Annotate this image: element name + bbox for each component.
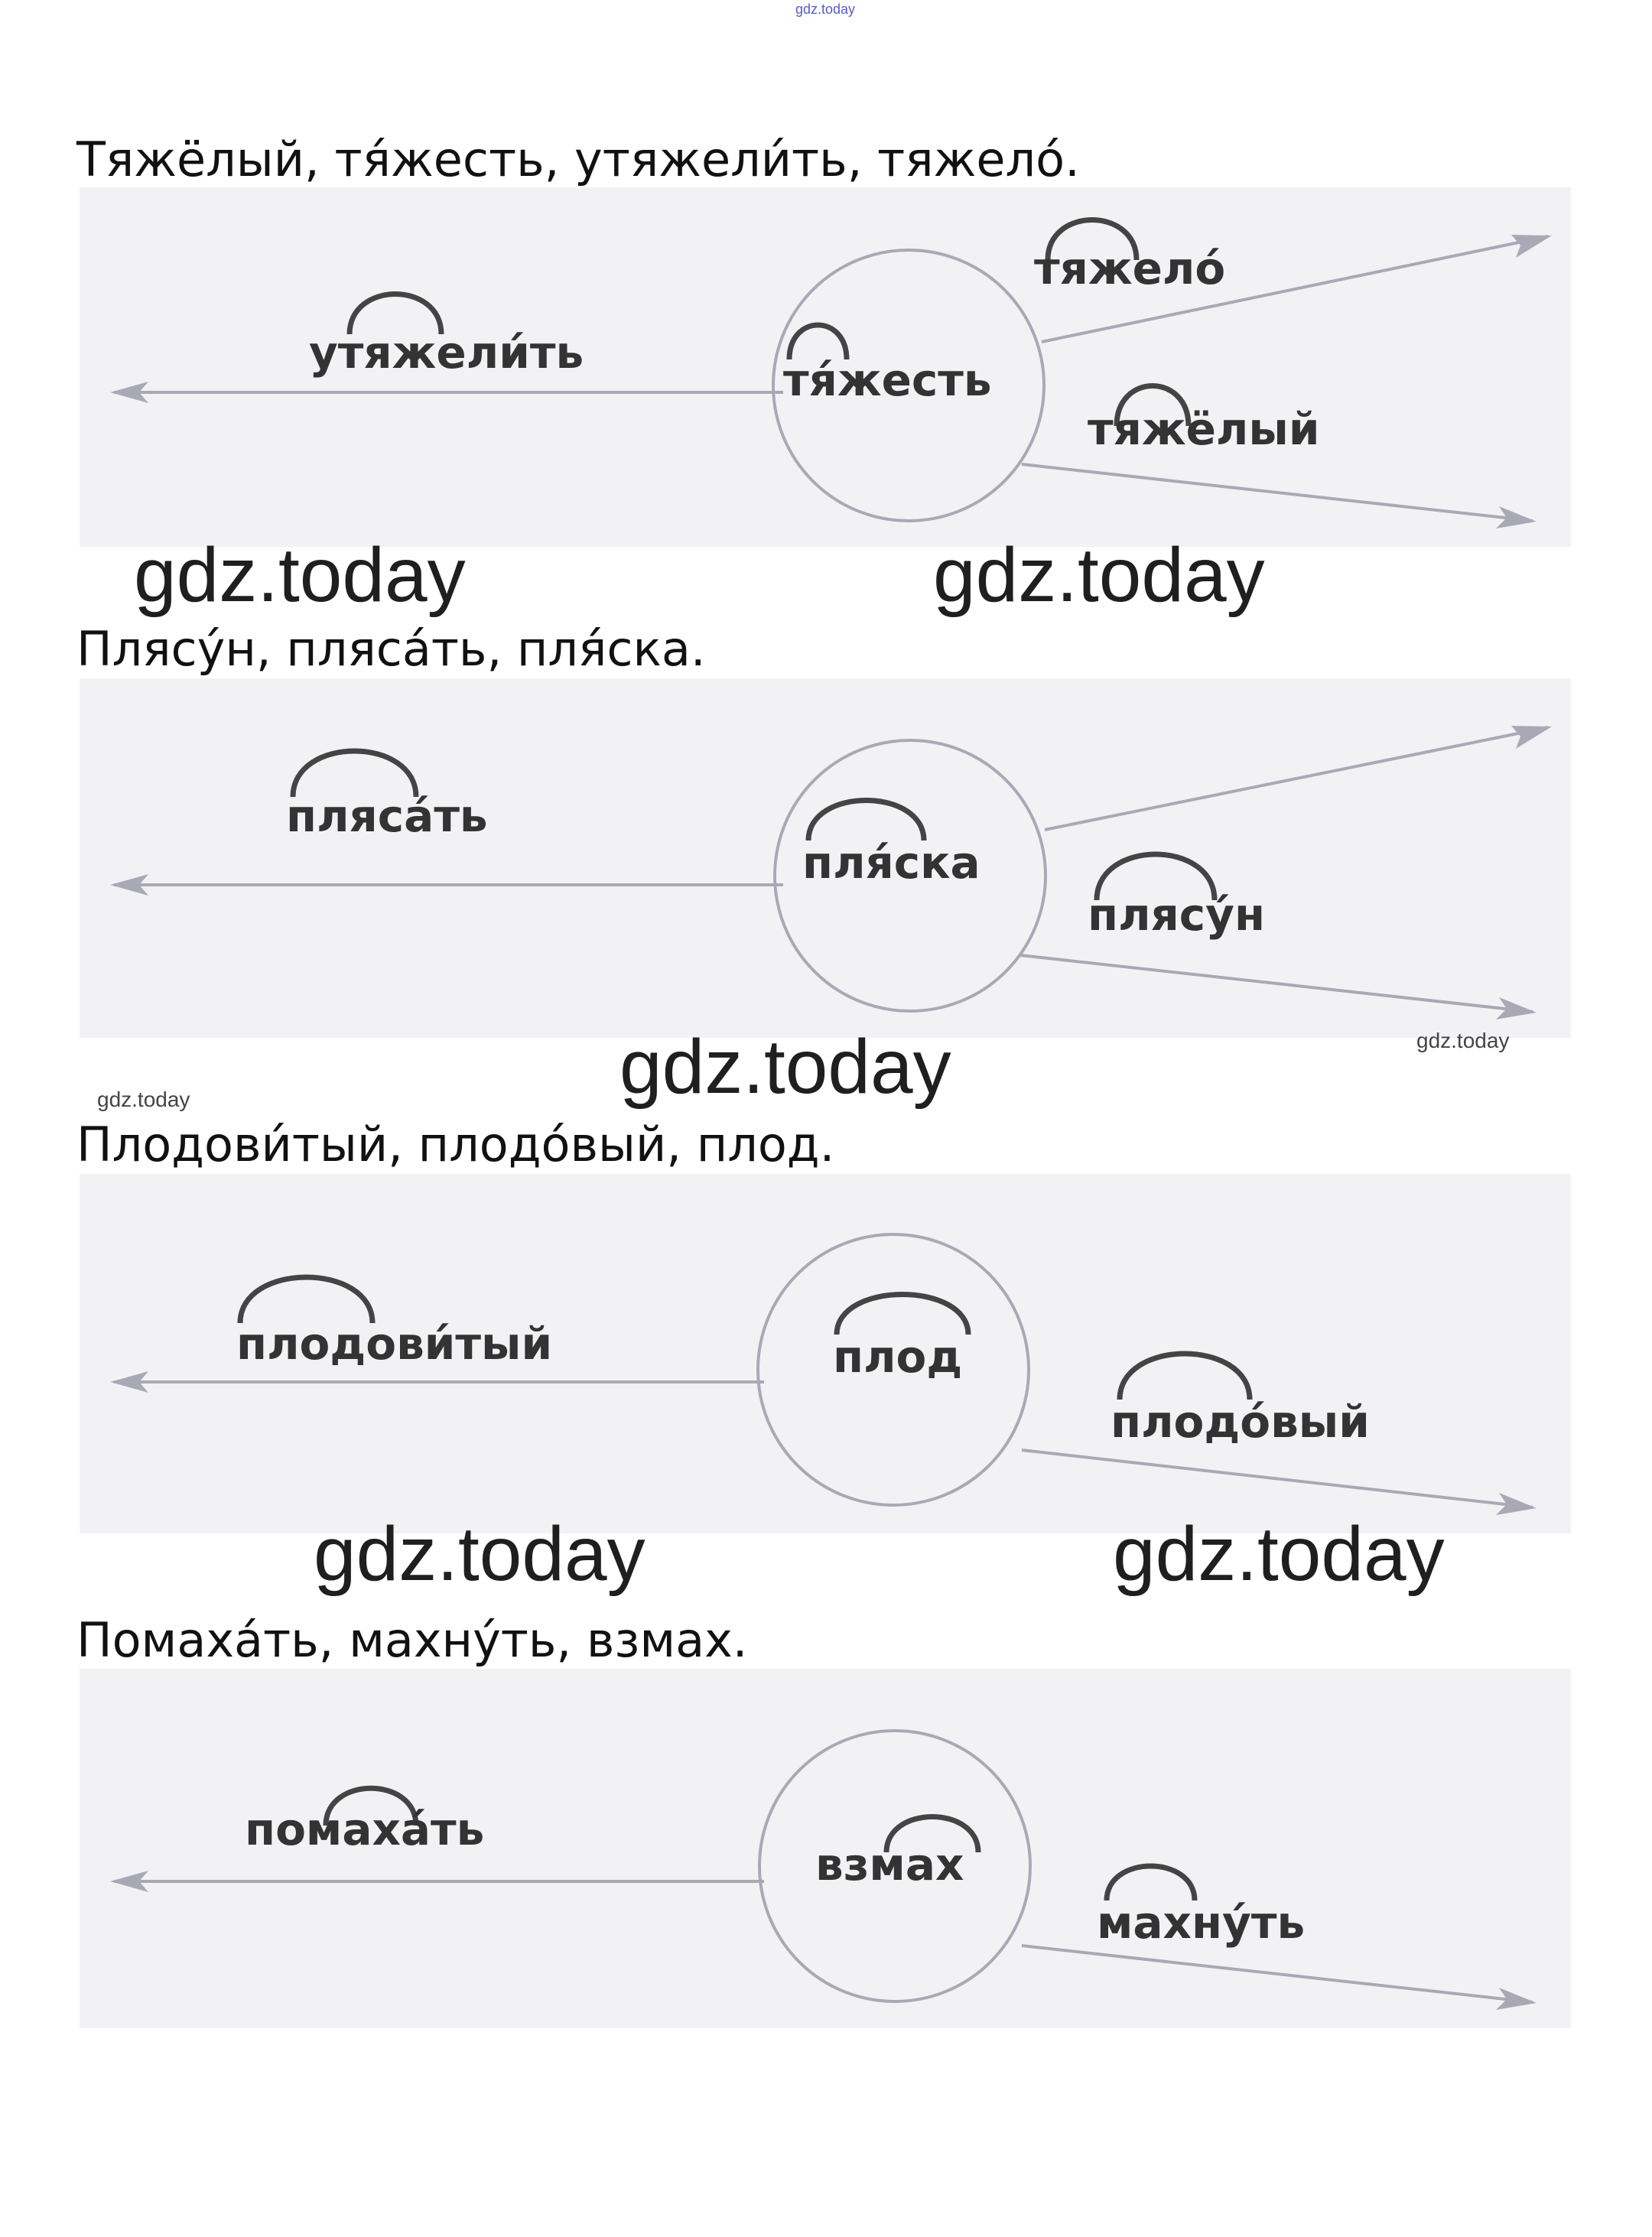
root-arc-center — [837, 1295, 968, 1335]
word-left: плодови́тый — [236, 1318, 553, 1370]
upper-arrow-line — [1045, 727, 1548, 830]
word-left: пляса́ть — [286, 790, 488, 842]
word-center: плод — [833, 1331, 963, 1383]
word-lower: плясу́н — [1088, 889, 1266, 941]
watermark-3b: gdz.today — [1113, 1511, 1445, 1597]
root-arc-left — [240, 1277, 372, 1323]
diagram-4 — [80, 1669, 1571, 2028]
watermark-1a: gdz.today — [134, 532, 466, 618]
root-arc-lower — [1120, 1354, 1250, 1400]
watermark-3a: gdz.today — [314, 1511, 646, 1597]
word-upper: тяжело́ — [1034, 242, 1226, 294]
watermark-2a: gdz.today — [1416, 1029, 1510, 1052]
lower-arrow-line — [1020, 955, 1533, 1012]
lower-arrow-line — [1022, 1946, 1533, 2002]
word-lower: плодо́вый — [1111, 1396, 1370, 1448]
sentence-1: Тяжёлый, тя́жесть, утяжели́ть, тяжело́. — [76, 132, 1080, 187]
sentence-4: Помаха́ть, махну́ть, взмах. — [76, 1612, 748, 1668]
sentence-2: Плясу́н, пляса́ть, пля́ска. — [76, 621, 706, 677]
watermark-top: gdz.today — [795, 2, 856, 17]
word-center: тя́жесть — [783, 354, 992, 406]
root-arc-center — [808, 801, 924, 841]
watermark-2c: gdz.today — [97, 1088, 190, 1111]
word-left: помаха́ть — [245, 1803, 485, 1855]
diagram-3 — [80, 1174, 1571, 1533]
watermark-2b: gdz.today — [620, 1024, 951, 1110]
word-center: взмах — [815, 1839, 964, 1891]
word-lower: махну́ть — [1097, 1897, 1306, 1949]
lower-arrow-line — [1022, 1450, 1533, 1507]
upper-arrowhead — [1511, 235, 1552, 258]
diagram-2 — [80, 678, 1571, 1038]
lower-arrow-line — [1022, 464, 1533, 521]
root-arc-lower — [1107, 1866, 1195, 1900]
word-lower: тяжёлый — [1088, 403, 1320, 455]
sentence-3: Плодови́тый, плодо́вый, плод. — [76, 1117, 835, 1172]
diagram-1 — [80, 187, 1571, 547]
watermark-1b: gdz.today — [933, 532, 1265, 618]
word-left: утяжели́ть — [309, 327, 584, 379]
word-center: пля́ска — [802, 837, 980, 889]
upper-arrowhead — [1511, 726, 1552, 749]
